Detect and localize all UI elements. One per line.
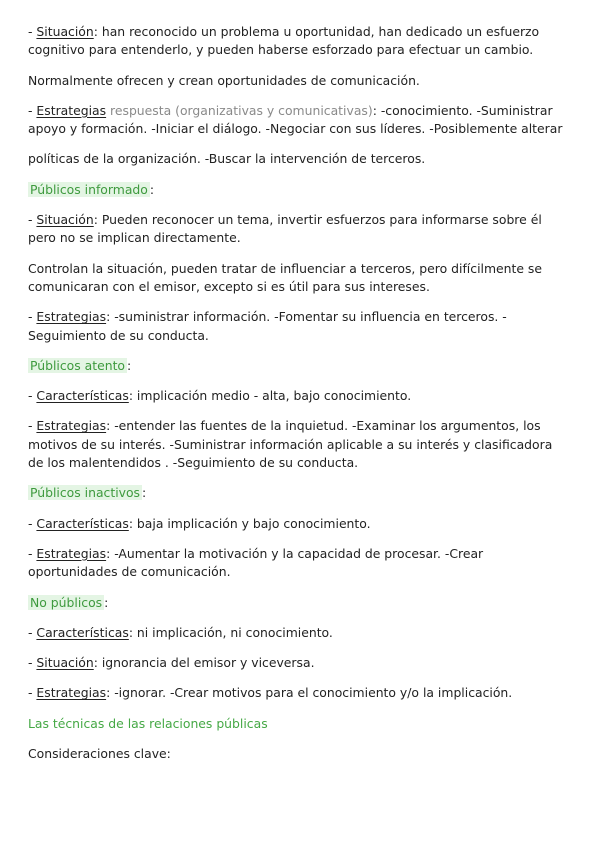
label-term: Características bbox=[36, 624, 129, 640]
audience-heading bbox=[28, 181, 570, 199]
paragraph bbox=[28, 102, 570, 139]
text-run: : ignorancia del emisor y viceversa. bbox=[93, 655, 315, 671]
label-term: Estrategias bbox=[36, 309, 107, 325]
label-term: Estrategias bbox=[36, 545, 107, 561]
text-run: : ni implicación, ni conocimiento. bbox=[128, 624, 333, 640]
text-run: - bbox=[28, 545, 37, 561]
label-term: Características bbox=[36, 515, 129, 531]
text-run: Consideraciones clave: bbox=[28, 746, 171, 762]
text-run: - bbox=[28, 685, 37, 701]
text-run: - bbox=[28, 388, 37, 404]
text-run: Controlan la situación, pueden tratar de influenciar a terceros, pero difícilmente se comunicaran con el emisor, excepto si es útil para sus intereses. bbox=[28, 260, 542, 294]
text-run: - bbox=[28, 515, 37, 531]
paragraph bbox=[28, 387, 570, 405]
text-run: : bbox=[142, 485, 147, 501]
paragraph bbox=[28, 545, 570, 582]
paragraph bbox=[28, 150, 570, 168]
audience-heading bbox=[28, 484, 570, 502]
text-run: : bbox=[104, 594, 109, 610]
paragraph bbox=[28, 308, 570, 345]
highlighted-heading: Públicos atento bbox=[30, 357, 126, 373]
text-run: : -conocimiento. -Suministrar apoyo y formación. -Iniciar el diálogo. -Negociar con sus líderes. -Posiblemente alterar bbox=[28, 102, 563, 137]
label-term: Situación bbox=[36, 24, 94, 39]
audience-heading bbox=[28, 594, 570, 612]
label-term: Características bbox=[36, 388, 129, 404]
text-run: : bbox=[127, 357, 132, 373]
text-run: : -entender las fuentes de la inquietud. -Examinar los argumentos, los motivos de su interés. -Suministrar información aplicable a su interés y clasificadora de los malentendidos . -Seguimiento de su conducta. bbox=[28, 418, 553, 471]
paragraph bbox=[28, 23, 570, 60]
paragraph bbox=[28, 654, 570, 672]
text-run: : implicación medio - alta, bajo conocimiento. bbox=[128, 388, 412, 404]
paragraph bbox=[28, 515, 570, 533]
text-run: - bbox=[28, 624, 37, 640]
text-run: : -suministrar información. -Fomentar su influencia en terceros. -Seguimiento de su conducta. bbox=[28, 309, 507, 343]
paragraph bbox=[28, 72, 570, 90]
text-run: - bbox=[28, 655, 37, 671]
paragraph bbox=[28, 260, 570, 297]
label-term: Situación bbox=[36, 212, 94, 228]
highlighted-heading: Públicos informado bbox=[30, 181, 148, 197]
section-title-text: Las técnicas de las relaciones públicas bbox=[28, 715, 268, 731]
text-run: - bbox=[28, 309, 37, 325]
paragraph bbox=[28, 417, 570, 472]
text-run: - bbox=[28, 24, 37, 39]
paragraph bbox=[28, 624, 570, 642]
text-run: : -ignorar. -Crear motivos para el conocimiento y/o la implicación. bbox=[106, 685, 513, 701]
section-title bbox=[28, 715, 570, 733]
text-run: : Pueden reconocer un tema, invertir esfuerzos para informarse sobre él pero no se implican directamente. bbox=[28, 212, 542, 246]
audience-heading bbox=[28, 357, 570, 375]
text-run: políticas de la organización. -Buscar la intervención de terceros. bbox=[28, 151, 426, 167]
label-term: Estrategias bbox=[36, 685, 107, 701]
text-run: - bbox=[28, 212, 37, 228]
paragraph bbox=[28, 745, 570, 763]
paragraph bbox=[28, 684, 570, 702]
text-run: - bbox=[28, 102, 37, 118]
highlighted-heading: No públicos bbox=[30, 594, 103, 610]
label-term: Estrategias bbox=[36, 102, 107, 118]
highlighted-heading: Públicos inactivos bbox=[30, 485, 141, 501]
text-run: Normalmente ofrecen y crean oportunidades de comunicación. bbox=[28, 72, 420, 88]
label-term: Situación bbox=[36, 655, 94, 671]
annotation-text: respuesta (organizativas y comunicativas) bbox=[110, 102, 373, 118]
text-run: : bbox=[149, 181, 155, 197]
text-run: : -Aumentar la motivación y la capacidad de procesar. -Crear oportunidades de comunicación. bbox=[28, 545, 484, 580]
label-term: Estrategias bbox=[36, 418, 107, 434]
text-run: : baja implicación y bajo conocimiento. bbox=[128, 515, 371, 531]
text-run: - bbox=[28, 418, 37, 434]
text-run: : han reconocido un problema u oportunidad, han dedicado un esfuerzo cognitivo para entenderlo, y pueden haberse esforzado para efectuar un cambio. bbox=[28, 24, 540, 58]
paragraph bbox=[28, 211, 570, 248]
